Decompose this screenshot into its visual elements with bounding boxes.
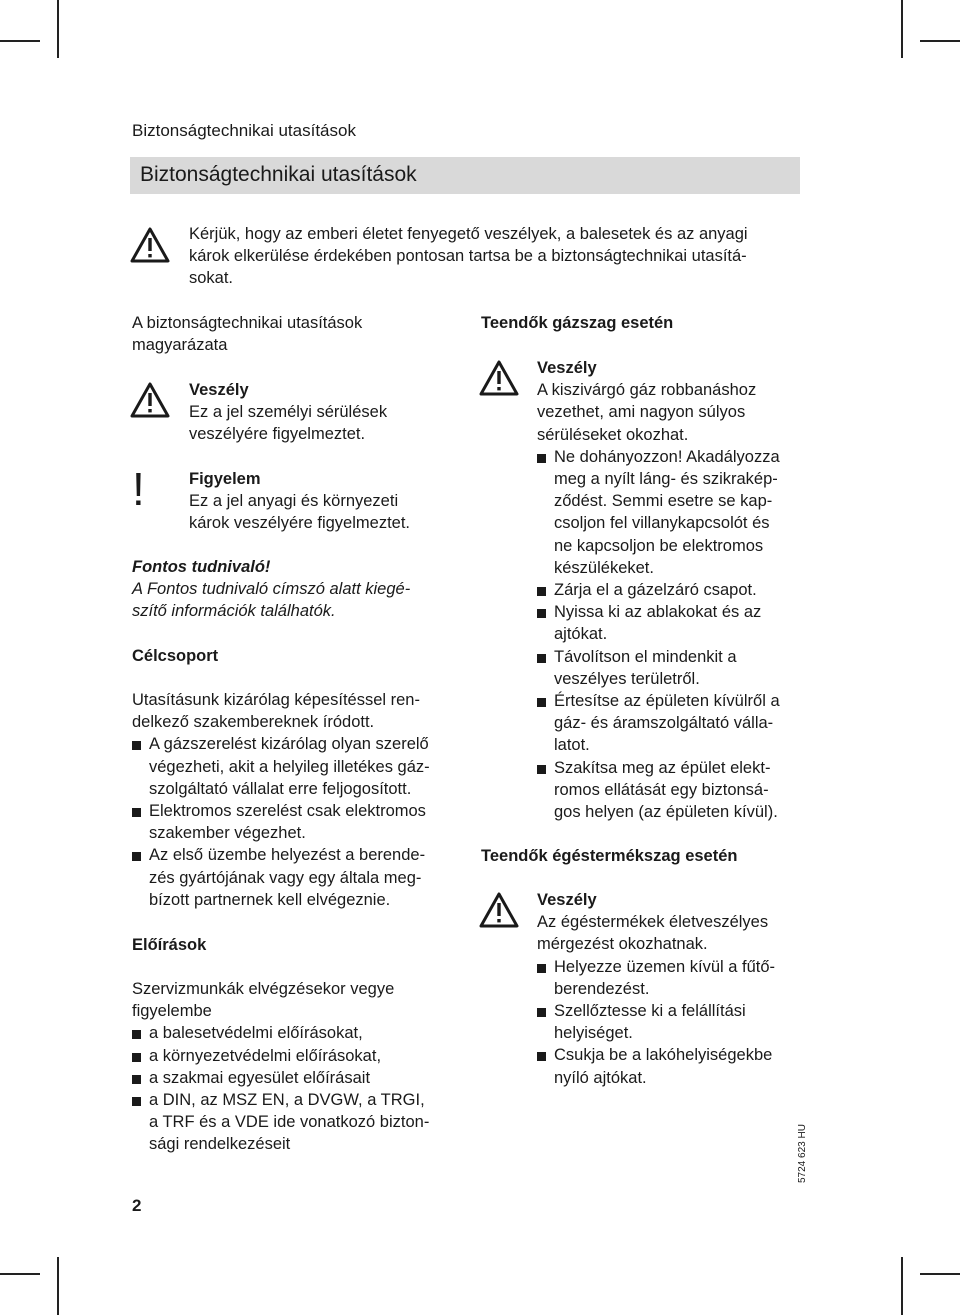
list-item: Elektromos szerelést csak elektromos szakember végezhet. <box>132 800 462 844</box>
list-item: a szakmai egyesület előírásait <box>132 1067 462 1089</box>
exhaust-danger-title: Veszély <box>537 891 597 909</box>
crop-mark <box>57 0 59 58</box>
list-item: Helyezze üzemen kívül a fűtő- berendezést. <box>537 956 817 1000</box>
section-title-bar <box>130 157 800 194</box>
gas-danger-title: Veszély <box>537 359 597 377</box>
list-item: Értesítse az épületen kívülről a gáz- és áramszolgáltató válla- latot. <box>537 690 817 757</box>
list-item: Nyissa ki az ablakokat és az ajtókat. <box>537 601 817 645</box>
crop-mark <box>0 1273 40 1275</box>
regulations-bullets <box>132 1022 462 1155</box>
danger-explanation: Veszély Ez a jel személyi sérülések veszélyére figyelmeztet. <box>189 379 469 446</box>
target-bullets <box>132 733 462 911</box>
gas-heading: Teendők gázszag esetén <box>481 314 674 332</box>
attention-explanation: Figyelem Ez a jel anyagi és környezeti károk veszélyére figyelmeztet. <box>189 468 469 535</box>
list-item: Ne dohányozzon! Akadályozza meg a nyílt láng- és szikrakép- ződést. Semmi esetre se kap- csoljon fel villanykapcsolót és ne kapcsoljon be elektromos készülékeket. <box>537 446 817 579</box>
section-title: Biztonságtechnikai utasítások <box>140 163 417 186</box>
warning-triangle-icon <box>130 382 170 418</box>
crop-mark <box>901 1257 903 1315</box>
exhaust-block: Veszély Az égéstermékek életveszélyes mérgezést okozhatnak. Helyezze üzemen kívül a fűtő- berendezést. Szellőztesse ki a felállítási helyiséget. Csukja be a lakóhelyiségekbe nyíló ajtókat. <box>537 889 817 1089</box>
running-header: Biztonságtechnikai utasítások <box>132 121 356 140</box>
gas-block: Veszély A kiszivárgó gáz robbanáshoz vezethet, ami nagyon súlyos sérüléseket okozhat. Ne dohányozzon! Akadályozza meg a nyílt láng- és szikrakép- ződést. Semmi esetre se kap- csoljon fel villanykapcsolót és ne kapcsoljon be elektromos készülékeket. Zárja el a gázelzáró csapot. Nyissa ki az ablakokat és az ajtókat. Távolítson el mindenkit a veszélyes területről. Értesítse az épületen kívülről a gáz- és áramszolgáltató válla- latot. Szakítsa meg az épület elekt- romos ellátását egy biztonsá- gos helyen (az épületen kívül). <box>537 357 817 823</box>
regulations-heading: Előírások <box>132 936 207 954</box>
page-number: 2 <box>132 1196 142 1215</box>
danger-title: Veszély <box>189 381 249 399</box>
list-item: a DIN, az MSZ EN, a DVGW, a TRGI, a TRF és a VDE ide vonatkozó bizton- sági rendelkezéseit <box>132 1089 462 1156</box>
list-item: Az első üzembe helyezést a berende- zés gyártójának vagy egy általa meg- bízott partnernek kell elvégeznie. <box>132 844 462 911</box>
attention-title: Figyelem <box>189 470 261 488</box>
document-code: 5724 623 HU <box>797 1124 808 1183</box>
list-item: Szakítsa meg az épület elekt- romos ellátását egy biztonsá- gos helyen (az épületen kívül). <box>537 757 817 824</box>
crop-mark <box>57 1257 59 1315</box>
exclamation-icon: ! <box>132 463 145 515</box>
intro-text: Kérjük, hogy az emberi életet fenyegető veszélyek, a balesetek és az anyagi károk elkerülése érdekében pontosan tartsa be a biztonságtechnikai utasítá- sokat. <box>189 225 748 287</box>
gas-bullets <box>537 446 817 823</box>
target-heading: Célcsoport <box>132 647 219 665</box>
list-item: A gázszerelést kizárólag olyan szerelő végezheti, akit a helyileg illetékes gáz- szolgáltató vállalat erre feljogosított. <box>132 733 462 800</box>
list-item: a balesetvédelmi előírásokat, <box>132 1022 462 1044</box>
list-item: Csukja be a lakóhelyiségekbe nyíló ajtókat. <box>537 1044 817 1088</box>
list-item: a környezetvédelmi előírásokat, <box>132 1045 462 1067</box>
list-item: Szellőztesse ki a felállítási helyiséget. <box>537 1000 817 1044</box>
crop-mark <box>920 1273 960 1275</box>
list-item: Zárja el a gázelzáró csapot. <box>537 579 817 601</box>
crop-mark <box>901 0 903 58</box>
crop-mark <box>0 40 40 42</box>
explanation-heading: A biztonságtechnikai utasítások magyarázata <box>132 314 363 355</box>
target-block: Utasításunk kizárólag képesítéssel ren- delkező szakembereknek íródott. A gázszerelést kizárólag olyan szerelő végezheti, akit a helyileg illetékes gáz- szolgáltató vállalat erre feljogosított. Elektromos szerelést csak elektromos szakember végezhet. Az első üzembe helyezést a berende- zés gyártójának vagy egy általa meg- bízott partnernek kell elvégeznie. <box>132 689 462 911</box>
crop-mark <box>920 40 960 42</box>
note-block: Fontos tudnivaló! A Fontos tudnivaló címszó alatt kiegé- szítő információk találhatók. <box>132 556 462 623</box>
exhaust-bullets <box>537 956 817 1089</box>
warning-triangle-icon <box>479 892 519 928</box>
list-item: Távolítson el mindenkit a veszélyes területről. <box>537 646 817 690</box>
regulations-block: Szervizmunkák elvégzésekor vegye figyelembe a balesetvédelmi előírásokat, a környezetvédelmi előírásokat, a szakmai egyesület előírásait a DIN, az MSZ EN, a DVGW, a TRGI, a TRF és a VDE ide vonatkozó bizton- sági rendelkezéseit <box>132 978 462 1156</box>
warning-triangle-icon <box>479 360 519 396</box>
note-title: Fontos tudnivaló! <box>132 558 271 576</box>
warning-triangle-icon <box>130 227 170 263</box>
exhaust-heading: Teendők égéstermékszag esetén <box>481 847 738 865</box>
